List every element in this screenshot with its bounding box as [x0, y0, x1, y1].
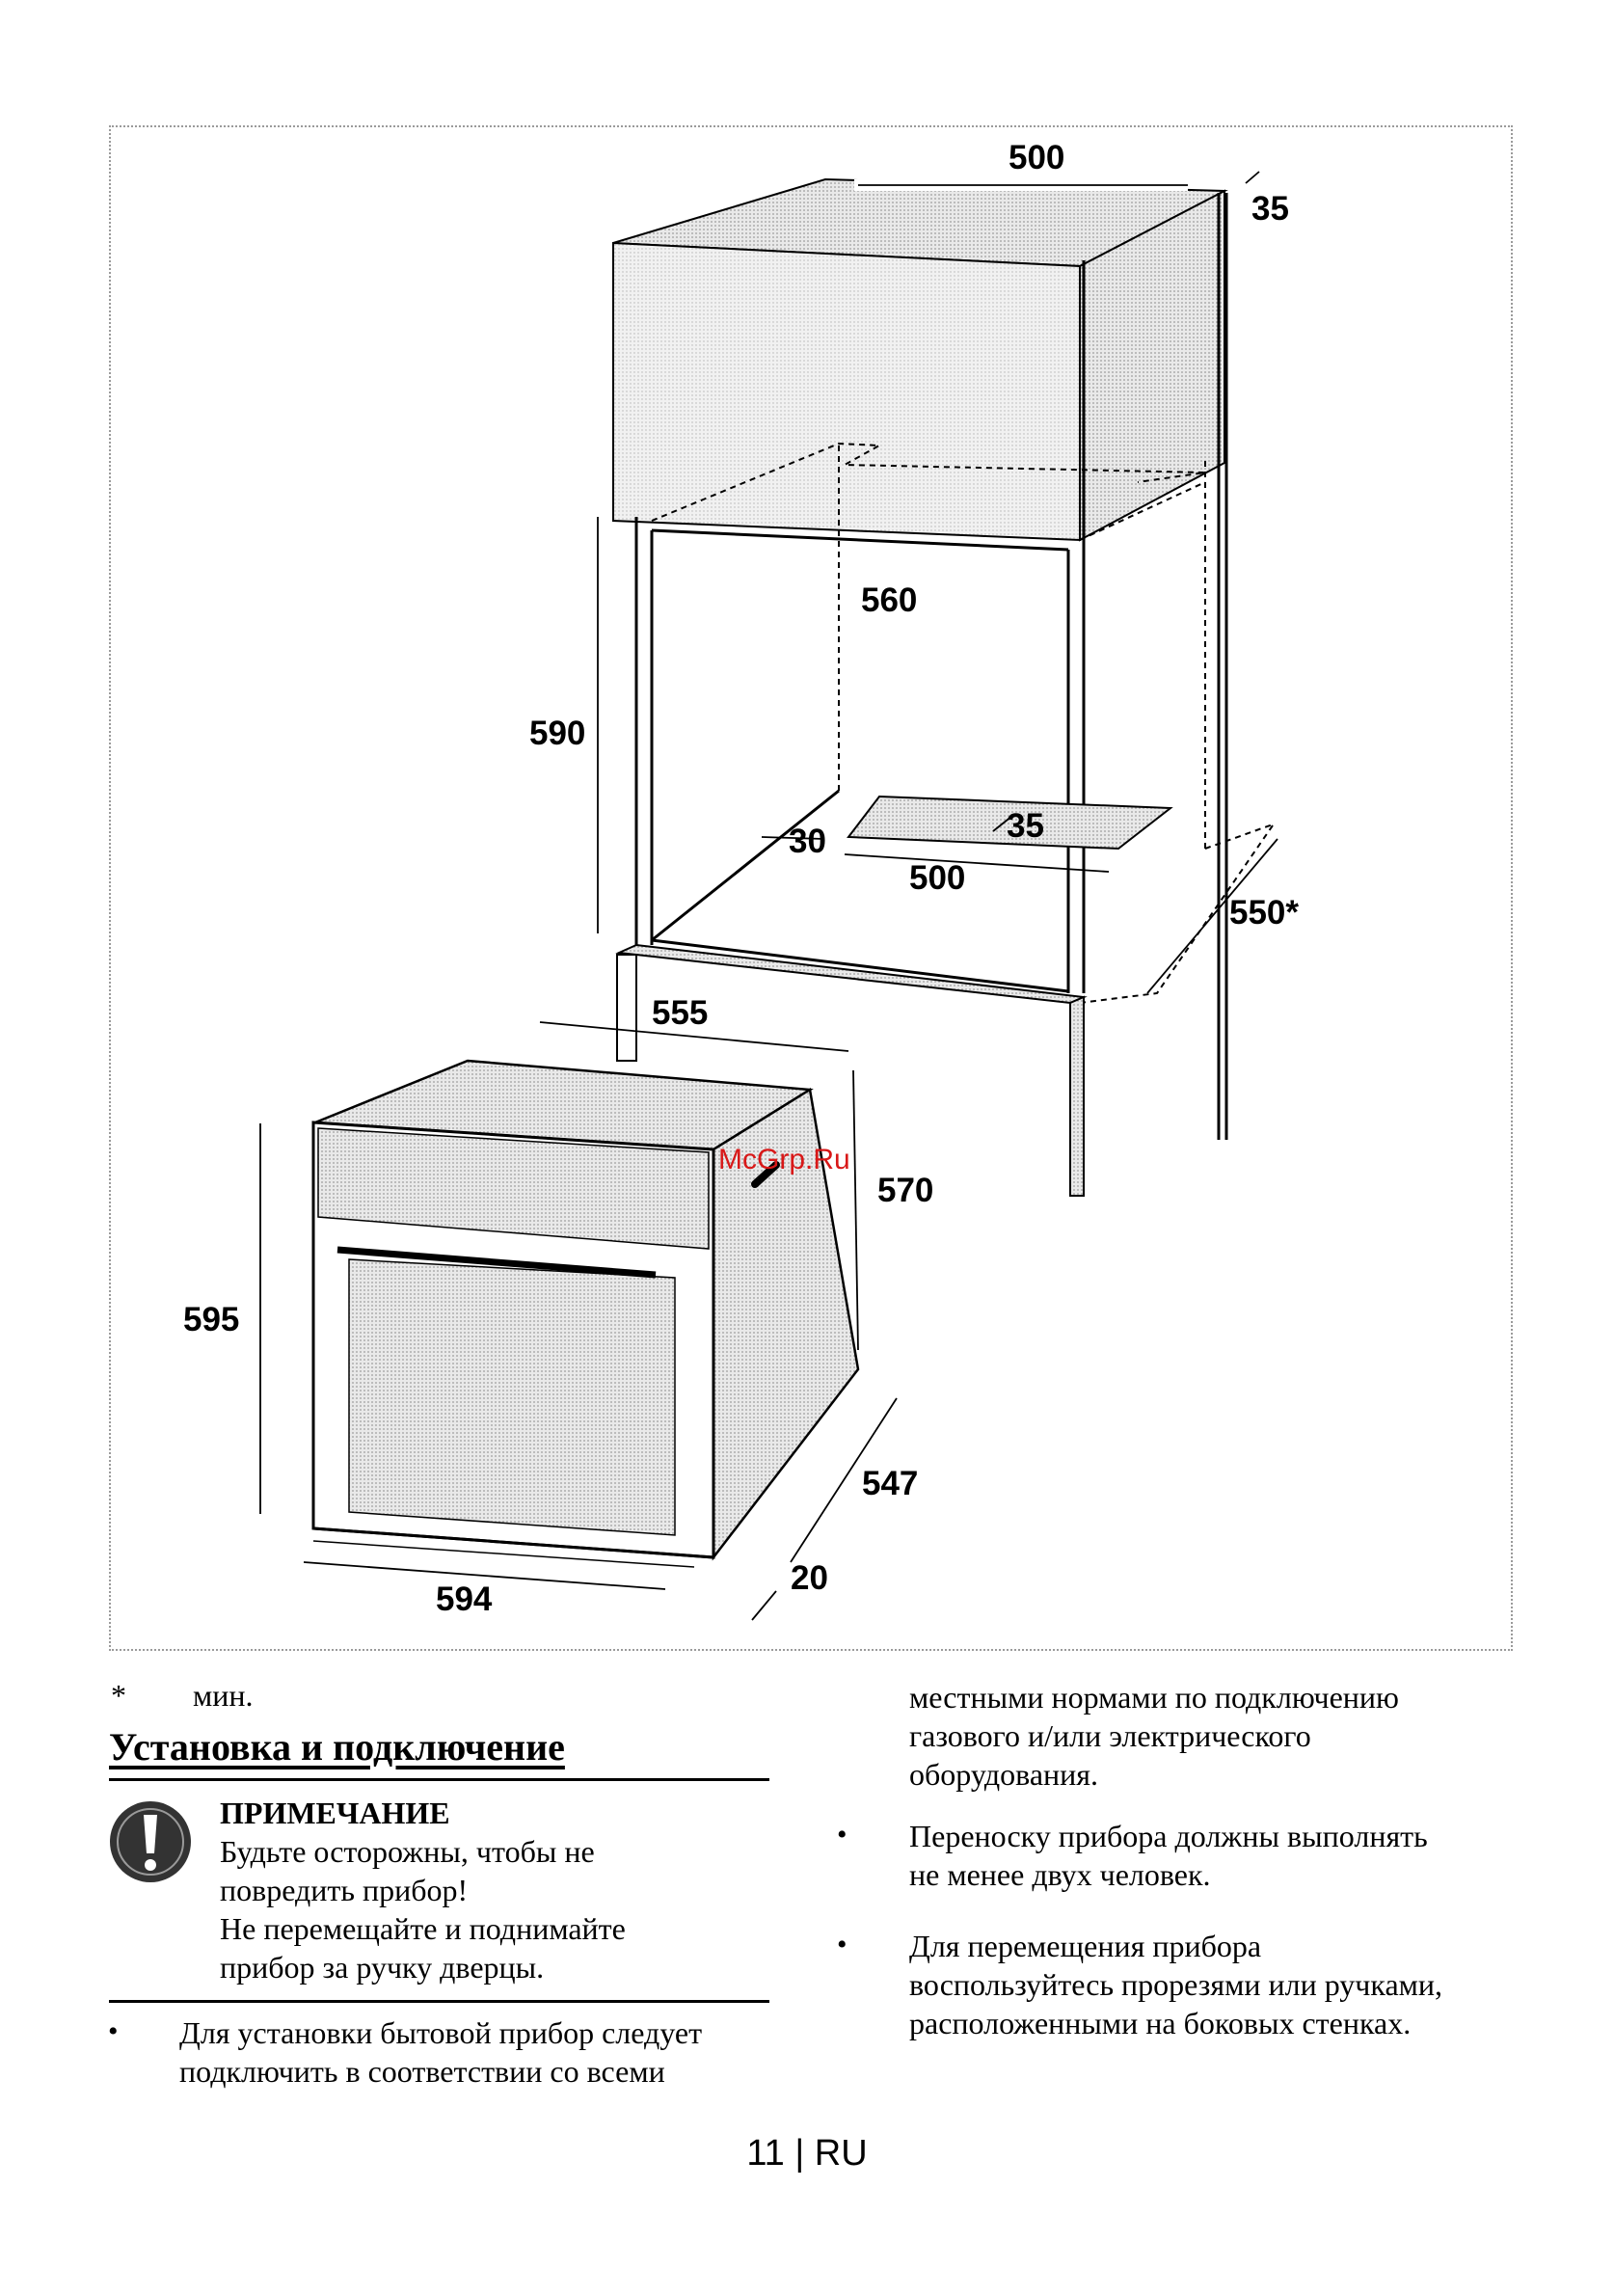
footnote-symbol: * [111, 1678, 126, 1713]
bullet-line: Переноску прибора должны выполнять [909, 1819, 1428, 1853]
bullet-marker: • [108, 2015, 119, 2047]
upper-cabinet [613, 179, 1224, 540]
continuation-line: оборудования. [909, 1757, 1098, 1792]
section-title: Установка и подключение [109, 1725, 565, 1769]
dim-oven-body-depth: 547 [862, 1465, 919, 1502]
bullet-line: подключить в соответствии со всеми [179, 2054, 665, 2089]
bullet-line: воспользуйтесь прорезями или ручками, [909, 1967, 1443, 2002]
dim-oven-front-width: 594 [436, 1580, 493, 1618]
note-rule [109, 2000, 769, 2003]
bullet-line: Для перемещения прибора [909, 1929, 1262, 1963]
bullet-marker: • [837, 1819, 847, 1850]
dim-cabinet-top-depth: 35 [1251, 190, 1289, 228]
dim-bottom-side-gap: 30 [789, 823, 826, 860]
title-rule [109, 1778, 769, 1781]
dim-niche-depth-min: 550* [1229, 894, 1300, 932]
dim-niche-width: 560 [861, 581, 918, 619]
bullet-line: расположенными на боковых стенках. [909, 2006, 1412, 2040]
note-line: прибор за ручку дверцы. [220, 1950, 545, 1985]
dim-oven-front-thickness: 20 [791, 1559, 828, 1597]
dim-oven-front-height: 595 [183, 1301, 240, 1338]
note-line: Не перемещайте и поднимайте [220, 1911, 626, 1946]
dim-oven-body-width: 555 [652, 994, 709, 1032]
note-line: Будьте осторожны, чтобы не [220, 1834, 595, 1869]
dim-oven-body-height: 570 [877, 1172, 934, 1209]
dim-cabinet-top-width: 500 [1009, 139, 1065, 176]
watermark: McGrp.Ru [718, 1144, 850, 1175]
note-title: ПРИМЕЧАНИЕ [220, 1796, 450, 1830]
bullet-line: Для установки бытовой прибор следует [179, 2015, 703, 2050]
dim-niche-height: 590 [529, 715, 586, 752]
exclamation-icon [108, 1799, 193, 1884]
continuation-line: местными нормами по подключению [909, 1680, 1399, 1715]
dim-bottom-cutout-width: 500 [909, 859, 966, 897]
note-line: повредить прибор! [220, 1873, 469, 1907]
page-number: 11 | RU [746, 2133, 868, 2174]
continuation-line: газового и/или электрического [909, 1718, 1311, 1753]
dim-bottom-cutout-depth: 35 [1007, 807, 1044, 845]
footnote-text: мин. [193, 1678, 254, 1713]
oven [313, 1061, 858, 1567]
bullet-marker: • [837, 1929, 847, 1960]
bullet-line: не менее двух человек. [909, 1857, 1211, 1892]
